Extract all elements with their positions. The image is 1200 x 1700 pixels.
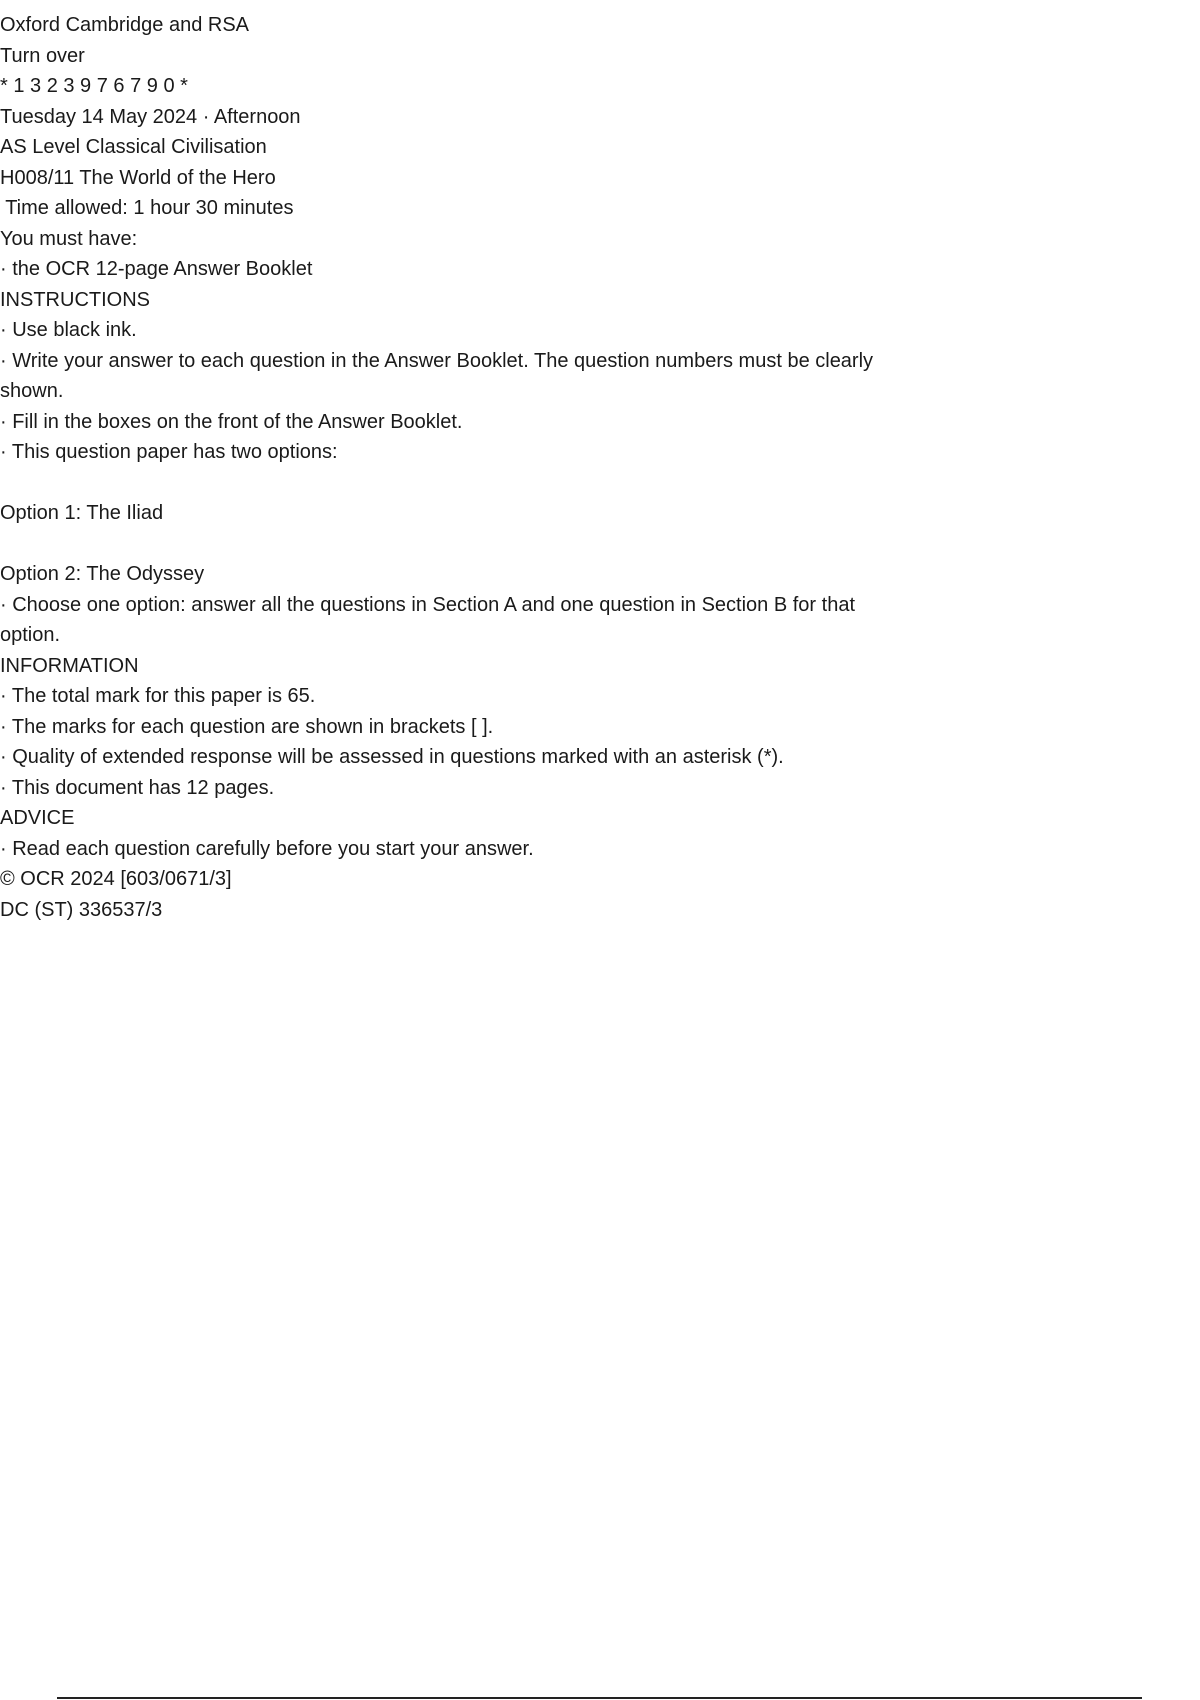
option-2-label: Option 2: The Odyssey xyxy=(0,563,205,585)
instruction-choose-option: · Choose one option: answer all the questions in Section A and one question in Section B for that option. xyxy=(0,593,856,646)
instruction-two-options: · This question paper has two options: xyxy=(0,441,338,463)
advice-read-carefully: · Read each question carefully before you start your answer. xyxy=(0,837,534,860)
exam-level: AS Level Classical Civilisation xyxy=(0,136,267,158)
info-marks-brackets: · The marks for each question are shown in brackets [ ]. xyxy=(0,715,494,738)
instruction-write-answer: · Write your answer to each question in the Answer Booklet. The question numbers must be clearly shown. xyxy=(0,349,874,402)
you-must-have-heading: You must have: xyxy=(0,227,138,250)
copyright-notice: © OCR 2024 [603/0671/3] xyxy=(0,868,232,890)
footer-divider xyxy=(57,1697,1142,1699)
time-allowed: Time allowed: 1 hour 30 minutes xyxy=(0,197,294,219)
spacer xyxy=(0,468,900,499)
you-must-have-item: · the OCR 12-page Answer Booklet xyxy=(0,258,313,280)
advice-heading: ADVICE xyxy=(0,807,75,829)
info-total-mark: · The total mark for this paper is 65. xyxy=(0,685,316,707)
spacer xyxy=(0,529,900,560)
instructions-heading: INSTRUCTIONS xyxy=(0,288,150,311)
document-code: DC (ST) 336537/3 xyxy=(0,898,163,921)
candidate-barcode-text: * 1 3 2 3 9 7 6 7 9 0 * xyxy=(0,75,188,97)
exam-date: Tuesday 14 May 2024 · Afternoon xyxy=(0,105,301,128)
cover-text xyxy=(0,10,900,925)
information-heading: INFORMATION xyxy=(0,654,139,677)
info-pages: · This document has 12 pages. xyxy=(0,776,275,799)
instruction-fill-boxes: · Fill in the boxes on the front of the Answer Booklet. xyxy=(0,410,463,433)
instruction-use-ink: · Use black ink. xyxy=(0,319,137,341)
turn-over-label: Turn over xyxy=(0,44,85,67)
option-1-label: Option 1: The Iliad xyxy=(0,502,164,524)
paper-title: H008/11 The World of the Hero xyxy=(0,166,276,189)
info-quality: · Quality of extended response will be assessed in questions marked with an asterisk (*). xyxy=(0,746,784,768)
organisation-name: Oxford Cambridge and RSA xyxy=(0,14,250,36)
